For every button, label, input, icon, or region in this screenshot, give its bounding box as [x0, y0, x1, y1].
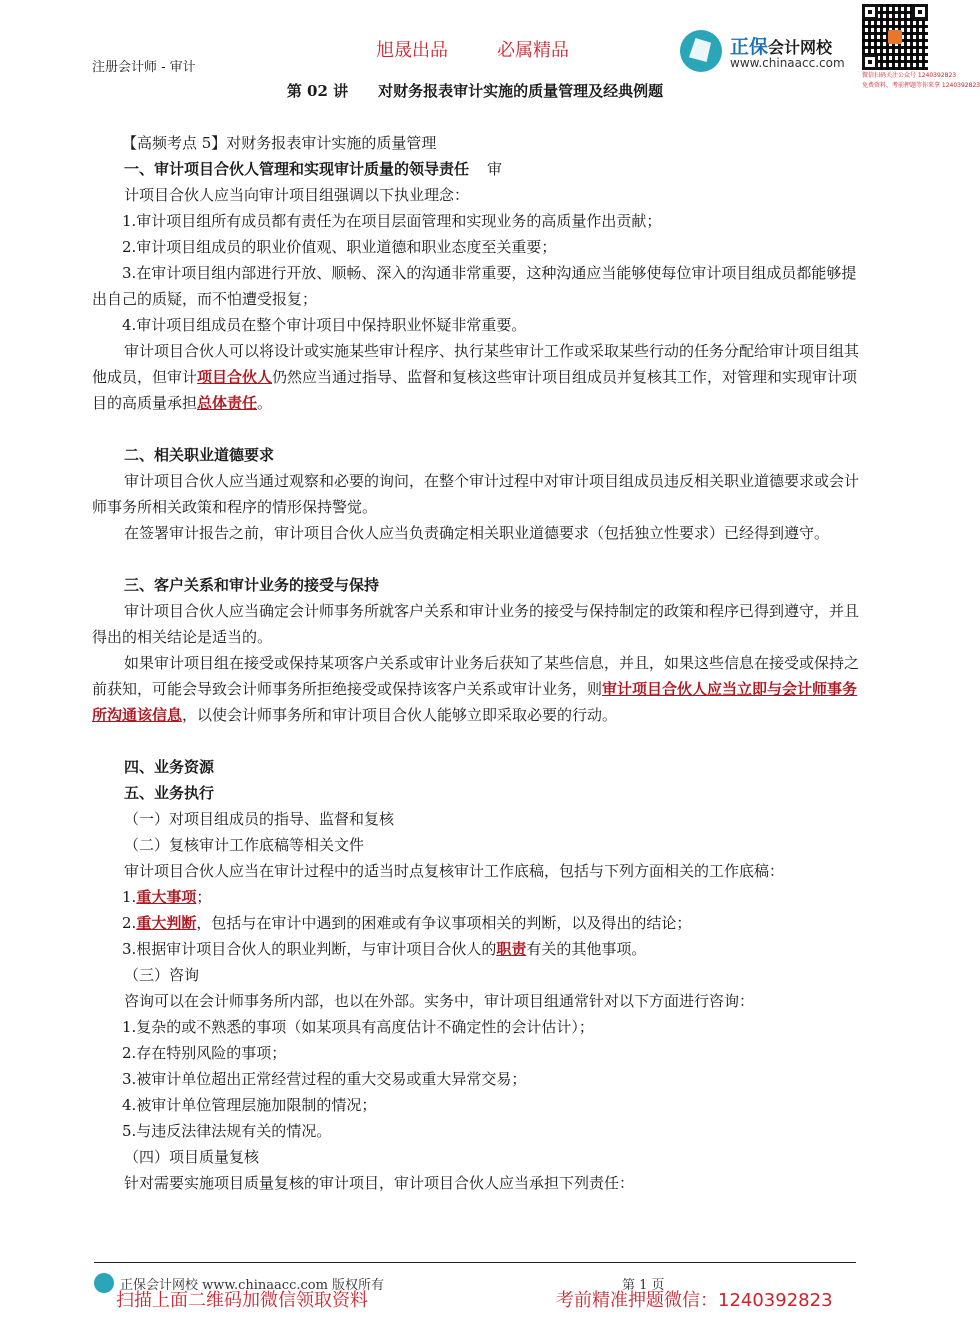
section-2-paragraph: 审计项目合伙人应当通过观察和必要的询问，在整个审计过程中对审计项目组成员违反相关职业道德要求或会计师事务所相关政策和程序的情形保持警觉。	[92, 472, 860, 516]
qr-caption-2: 免费资料、考前押题等你来拿 1240392823	[862, 82, 980, 89]
list-item: 2.审计项目组成员的职业价值观、职业道德和职业态度至关重要；	[122, 238, 557, 256]
highlight-term: 审计项目合伙人应当立即与会计师事务所沟通该信息	[92, 680, 858, 724]
list-item: 5.与违反法律法规有关的情况。	[122, 1122, 332, 1140]
section-3-heading: 三、客户关系和审计业务的接受与保持	[124, 576, 380, 594]
highlight-term: 重大事项	[136, 888, 197, 906]
list-item: 3.根据审计项目合伙人的职业判断，与审计项目合伙人的职责有关的其他事项。	[122, 940, 647, 958]
section-2-paragraph: 在签署审计报告之前，审计项目合伙人应当负责确定相关职业道德要求（包括独立性要求）已经得到遵守。	[124, 524, 830, 542]
brand-logo[interactable]	[680, 30, 858, 76]
logo-school: 会计网校	[768, 38, 833, 57]
footer-copyright: 正保会计网校 www.chinaacc.com 版权所有	[120, 1278, 385, 1293]
course-label: 注册会计师 - 审计	[92, 60, 196, 75]
subsection-intro: 咨询可以在会计师事务所内部，也以在外部。实务中，审计项目组通常针对以下方面进行咨询：	[124, 992, 755, 1010]
highlight-term: 重大判断	[136, 914, 197, 932]
qr-caption-1: 微信扫码关注公众号 1240392823	[862, 72, 957, 79]
list-item: 1.复杂的或不熟悉的事项（如某项具有高度估计不确定性的会计估计）；	[122, 1018, 594, 1036]
section-5-heading: 五、业务执行	[124, 784, 215, 802]
qr-code	[862, 4, 980, 89]
section-1-intro: 计项目合伙人应当向审计项目组强调以下执业理念：	[124, 186, 470, 204]
logo-url: www.chinaacc.com	[730, 56, 845, 70]
page-number: 第 1 页	[622, 1278, 665, 1293]
highlight-term: 总体责任	[197, 394, 258, 412]
logo-emblem-icon	[680, 30, 722, 72]
list-item: 2.存在特别风险的事项；	[122, 1044, 287, 1062]
topic-heading: 【高频考点 5】对财务报表审计实施的质量管理	[122, 134, 437, 152]
footer-promo-left: 扫描上面二维码加微信领取资料	[116, 1290, 368, 1311]
footer-logo-icon	[94, 1273, 114, 1293]
list-item: 4.审计项目组成员在整个审计项目中保持职业怀疑非常重要。	[122, 316, 527, 334]
slogan-right: 必属精品	[497, 40, 569, 61]
list-item: 3.在审计项目组内部进行开放、顺畅、深入的沟通非常重要，这种沟通应当能够使每位审计项目组成员都能够提出自己的质疑，而不怕遭受报复；	[92, 264, 857, 308]
subsection-heading: （四）项目质量复核	[124, 1148, 260, 1166]
section-1-heading: 一、审计项目合伙人管理和实现审计质量的领导责任 审	[124, 160, 503, 178]
lecture-title: 第 02 讲 对财务报表审计实施的质量管理及经典例题	[286, 82, 664, 100]
subsection-intro: 针对需要实施项目质量复核的审计项目，审计项目合伙人应当承担下列责任：	[124, 1174, 635, 1192]
subsection-heading: （二）复核审计工作底稿等相关文件	[124, 836, 365, 854]
section-1-paragraph: 审计项目合伙人可以将设计或实施某些审计程序、执行某些审计工作或采取某些行动的任务分配给审计项目组其他成员，但审计项目合伙人仍然应当通过指导、监督和复核这些审计项目组成员并复核其工作，对管理和实现审计项目的高质量承担总体责任。	[92, 342, 860, 412]
section-2-heading: 二、相关职业道德要求	[124, 446, 275, 464]
qr-badge-icon	[888, 30, 902, 44]
footer-divider	[94, 1262, 856, 1263]
section-3-paragraph: 如果审计项目组在接受或保持某项客户关系或审计业务后获知了某些信息，并且，如果这些信息在接受或保持之前获知，可能会导致会计师事务所拒绝接受或保持该客户关系或审计业务，则审计项目合伙人应当立即与会计师事务所沟通该信息，以使会计师事务所和审计项目合伙人能够立即采取必要的行动。	[92, 654, 860, 724]
list-item: 1.审计项目组所有成员都有责任为在项目层面管理和实现业务的高质量作出贡献；	[122, 212, 662, 230]
highlight-term: 职责	[496, 940, 527, 958]
subsection-heading: （一）对项目组成员的指导、监督和复核	[124, 810, 395, 828]
document-body	[92, 130, 862, 1196]
subsection-heading: （三）咨询	[124, 966, 200, 984]
logo-name: 正保	[730, 36, 769, 58]
list-item: 1.重大事项；	[122, 888, 212, 906]
highlight-term: 项目合伙人	[197, 368, 273, 386]
slogan-left: 旭晟出品	[376, 40, 448, 61]
list-item: 3.被审计单位超出正常经营过程的重大交易或重大异常交易；	[122, 1070, 527, 1088]
list-item: 2.重大判断，包括与在审计中遇到的困难或有争议事项相关的判断，以及得出的结论；	[122, 914, 692, 932]
subsection-intro: 审计项目合伙人应当在审计过程中的适当时点复核审计工作底稿，包括与下列方面相关的工作底稿：	[124, 862, 785, 880]
list-item: 4.被审计单位管理层施加限制的情况；	[122, 1096, 377, 1114]
footer-promo-right: 考前精准押题微信：1240392823	[556, 1290, 833, 1311]
section-4-heading: 四、业务资源	[124, 758, 215, 776]
section-3-paragraph: 审计项目合伙人应当确定会计师事务所就客户关系和审计业务的接受与保持制定的政策和程序已得到遵守，并且得出的相关结论是适当的。	[92, 602, 860, 646]
qr-code-icon	[862, 4, 928, 70]
